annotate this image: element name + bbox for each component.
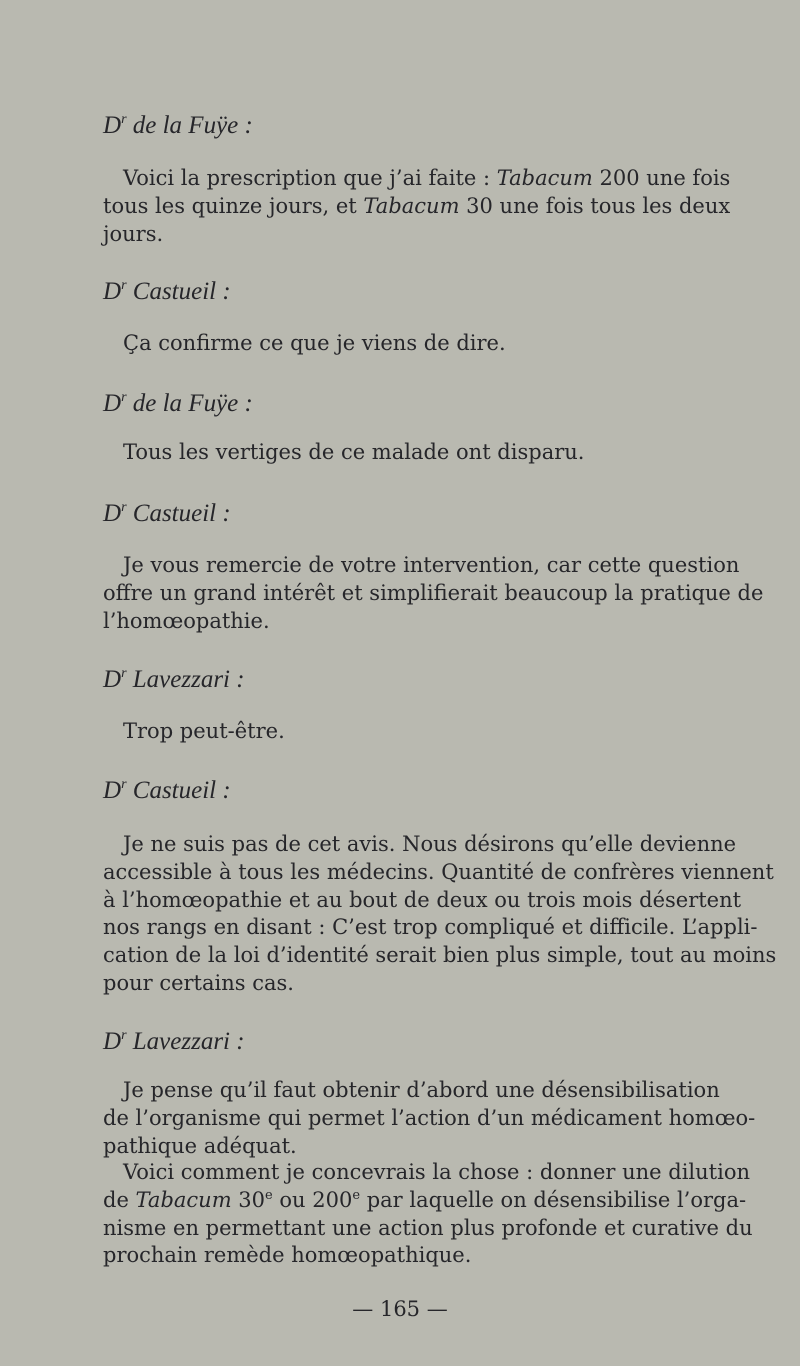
text-line	[103, 942, 777, 970]
text-run: l’homœopathie.	[103, 608, 270, 633]
paragraph	[103, 439, 700, 467]
speaker-title-superscript: r	[121, 111, 127, 127]
text-line	[103, 330, 700, 358]
text-run: Trop peut-être.	[123, 719, 285, 743]
text-run: à l’homœopathie et au bout de deux ou trois mois désertent	[103, 887, 742, 912]
italic-text: Tabacum	[135, 1187, 232, 1212]
text-run: Je vous remercie de votre intervention, car cette question	[123, 553, 740, 577]
text-run: prochain remède homœopathique.	[103, 1243, 472, 1268]
text-line	[103, 1187, 747, 1215]
text-run: Je pense qu’il faut obtenir d’abord une désensibilisation	[123, 1078, 720, 1102]
text-run: Voici la prescription que j’ai faite :	[123, 166, 497, 190]
italic-text: Tabacum	[496, 166, 593, 190]
speaker-name: Lavezzari :	[126, 666, 245, 693]
speaker-title: D	[103, 390, 122, 417]
text-run: nisme en permettant une action plus profonde et curative du	[103, 1215, 753, 1240]
text-line	[103, 970, 700, 998]
superscript-text: e	[352, 1187, 361, 1203]
text-run: 30	[231, 1187, 266, 1212]
text-line	[103, 831, 737, 859]
text-run: Ça confirme ce que je viens de dire.	[123, 331, 506, 355]
text-line	[103, 608, 700, 636]
text-line	[103, 439, 700, 467]
text-line	[103, 1215, 753, 1243]
text-run: jours.	[103, 221, 164, 246]
text-run: 200 une fois	[592, 166, 731, 190]
paragraph	[103, 718, 700, 746]
speaker-label	[103, 777, 231, 805]
speaker-title: D	[103, 777, 122, 804]
paragraph	[103, 330, 700, 358]
superscript-text: e	[265, 1187, 273, 1203]
speaker-title: D	[103, 500, 122, 527]
speaker-label	[103, 666, 245, 694]
text-line	[103, 1159, 750, 1187]
italic-text: Tabacum	[363, 193, 460, 218]
page-number: — 165 —	[352, 1297, 448, 1321]
text-run: Je ne suis pas de cet avis. Nous désirons qu’elle devienne	[123, 832, 737, 856]
text-line	[103, 859, 774, 887]
text-run: de l’organisme qui permet l’action d’un médicament homœo-	[103, 1105, 756, 1130]
speaker-title-superscript: r	[121, 389, 127, 405]
paragraph	[103, 1077, 756, 1160]
text-line	[103, 221, 700, 249]
text-run: offre un grand intérêt et simplifierait beaucoup la pratique de	[103, 580, 764, 605]
text-run: Tous les vertiges de ce malade ont disparu.	[123, 440, 585, 464]
text-line	[103, 1105, 756, 1133]
paragraph	[103, 552, 764, 635]
text-line	[103, 552, 740, 580]
speaker-name: Castueil :	[126, 278, 231, 305]
text-line	[103, 1077, 720, 1105]
speaker-title-superscript: r	[121, 499, 127, 515]
speaker-label	[103, 390, 253, 418]
text-run: Voici comment je concevrais la chose : donner une dilution	[123, 1160, 750, 1184]
speaker-title-superscript: r	[121, 277, 127, 293]
speaker-label	[103, 1028, 245, 1056]
text-run: pour certains cas.	[103, 970, 294, 995]
text-line	[103, 165, 731, 193]
speaker-title: D	[103, 1028, 122, 1055]
paragraph	[103, 1159, 753, 1270]
speaker-title: D	[103, 666, 122, 693]
paragraph	[103, 831, 777, 998]
text-line	[103, 718, 700, 746]
text-run: pathique adéquat.	[103, 1133, 297, 1158]
text-line	[103, 887, 742, 915]
text-line	[103, 580, 764, 608]
speaker-name: de la Fuÿe :	[126, 112, 253, 139]
paragraph	[103, 165, 731, 248]
speaker-title-superscript: r	[121, 665, 127, 681]
speaker-title: D	[103, 278, 122, 305]
text-run: ou 200	[272, 1187, 353, 1212]
speaker-label	[103, 500, 231, 528]
text-run: 30 une fois tous les deux	[459, 193, 731, 218]
speaker-label	[103, 112, 253, 140]
speaker-name: Castueil :	[126, 777, 231, 804]
speaker-name: Castueil :	[126, 500, 231, 527]
text-run: accessible à tous les médecins. Quantité de confrères viennent	[103, 859, 774, 884]
text-line	[103, 1242, 700, 1270]
text-line	[103, 914, 758, 942]
text-run: de	[103, 1187, 136, 1212]
speaker-title-superscript: r	[121, 776, 127, 792]
speaker-name: Lavezzari :	[126, 1028, 245, 1055]
speaker-title-superscript: r	[121, 1027, 127, 1043]
text-run: nos rangs en disant : C’est trop compliqué et difficile. L’appli-	[103, 915, 758, 940]
text-run: cation de la loi d’identité serait bien plus simple, tout au moins	[103, 943, 777, 968]
text-line	[103, 1133, 700, 1161]
speaker-name: de la Fuÿe :	[126, 390, 253, 417]
speaker-label	[103, 278, 231, 306]
text-run: par laquelle on désensibilise l’orga-	[360, 1187, 747, 1212]
text-line	[103, 193, 731, 221]
text-run: tous les quinze jours, et	[103, 193, 364, 218]
speaker-title: D	[103, 112, 122, 139]
